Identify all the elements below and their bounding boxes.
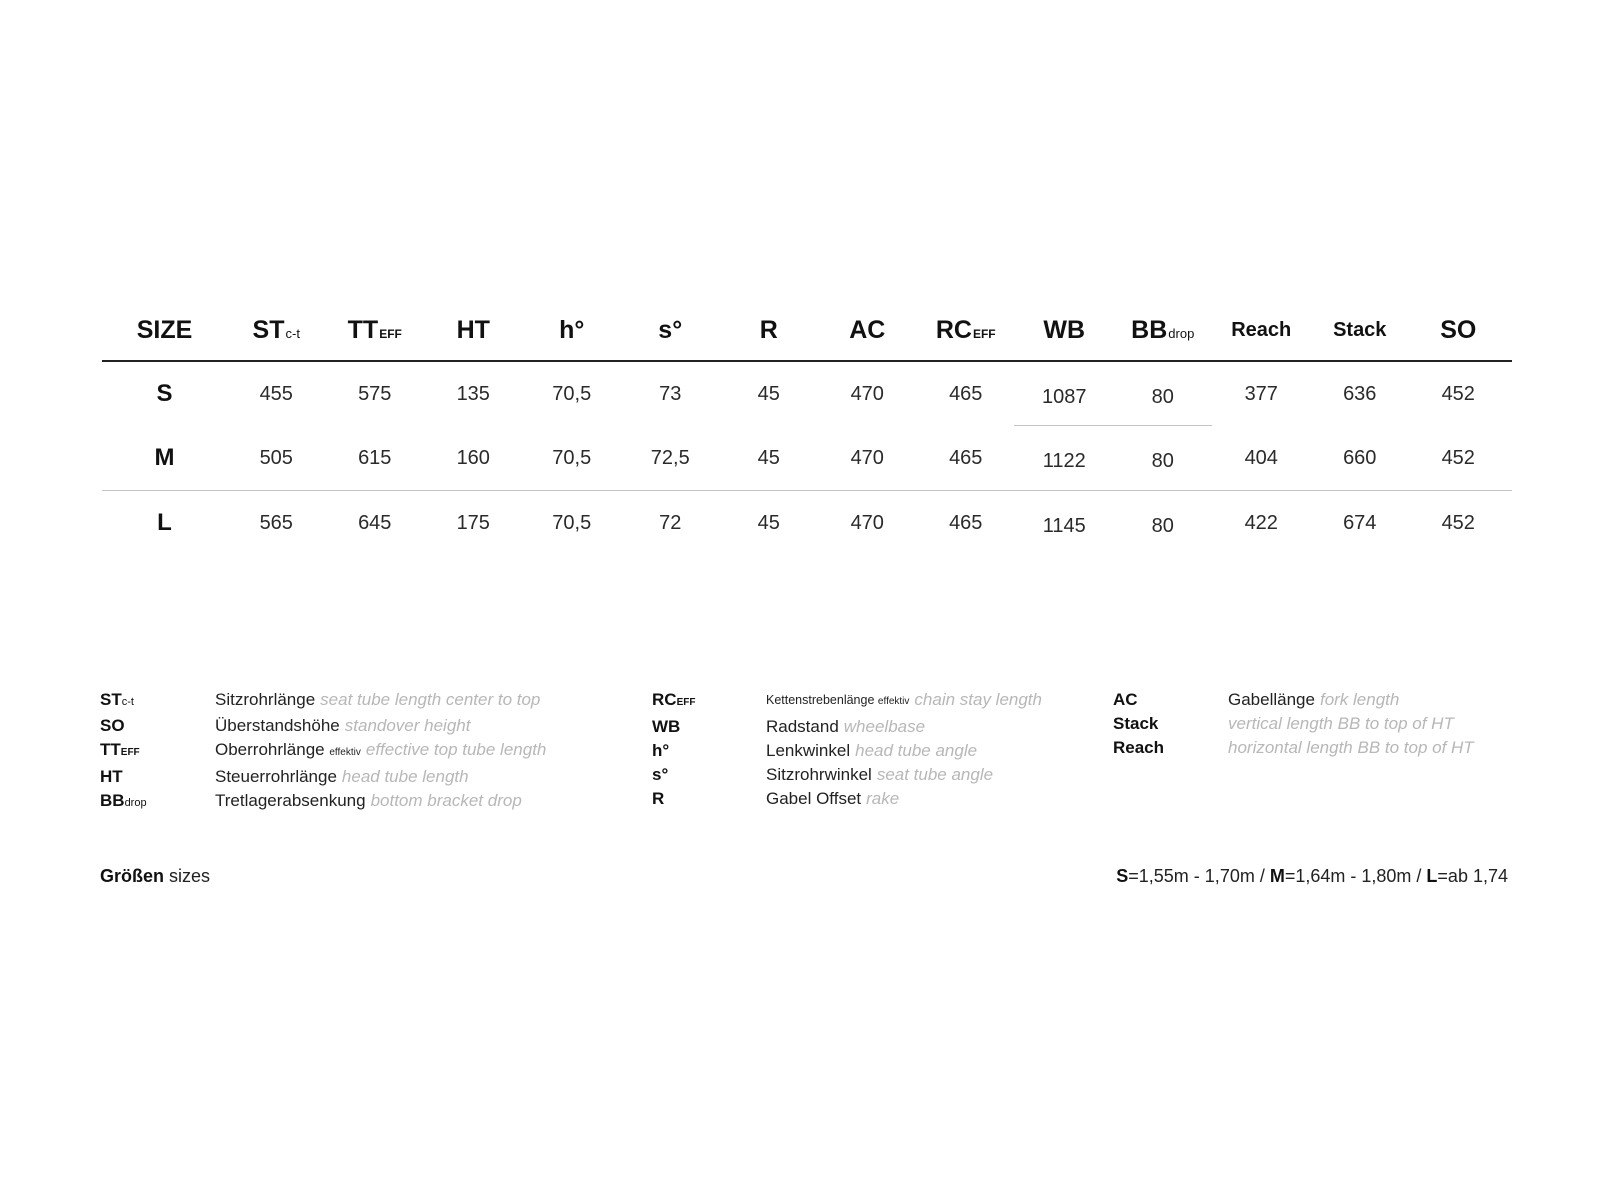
legend-item-r: R Gabel Offset rake [652,789,900,808]
legend-item-s-angle: s° Sitzrohrwinkel seat tube angle [652,765,994,784]
size-l-range: =ab 1,74 [1437,866,1508,886]
cell-rc: 465 [949,511,983,534]
cell-bb: 80 [1151,514,1174,537]
cell-s-angle: 72 [659,511,682,534]
legend-item-ht: HT Steuerrohrlänge head tube length [100,767,469,786]
cell-ac: 470 [850,382,884,405]
legend-item-rc: RCEFF Kettenstrebenlänge effektiv chain stay length [652,690,1042,709]
sizes-heading-en: sizes [169,866,211,886]
header-tt: TTEFF [347,315,402,344]
size-s-label: S [1116,866,1129,886]
cell-tt: 575 [358,382,392,405]
header-stack: Stack [1333,318,1387,341]
cell-tt: 615 [358,446,392,469]
cell-ht: 135 [456,382,490,405]
cell-st: 565 [259,511,293,534]
header-rc: RCEFF [935,315,996,344]
header-wb: WB [1043,315,1086,344]
cell-reach: 377 [1244,382,1278,405]
header-so: SO [1440,315,1477,344]
legend-item-h-angle: h° Lenkwinkel head tube angle [652,741,978,760]
table-header-row [102,300,1512,362]
legend-item-stack: Stack vertical length BB to top of HT [1113,714,1454,733]
cell-r: 45 [757,382,780,405]
legend-item-ac: AC Gabellänge fork length [1113,690,1400,709]
size-l-label: L [1426,866,1438,886]
row-size-label: M [154,444,175,471]
cell-stack: 674 [1343,511,1377,534]
legend-item-wb: WB Radstand wheelbase [652,717,926,736]
cell-h-angle: 70,5 [552,511,592,534]
header-st: STc-t [252,315,300,344]
cell-s-angle: 72,5 [650,446,690,469]
table-row-m [102,426,1512,491]
header-bb: BBdrop [1131,315,1195,344]
cell-r: 45 [757,446,780,469]
cell-bb: 80 [1151,385,1174,408]
cell-stack: 660 [1343,446,1377,469]
cell-reach: 422 [1244,511,1278,534]
geometry-table [102,300,1512,555]
size-s-range: =1,55m - 1,70m / [1128,866,1270,886]
legend-column-2 [652,688,1042,811]
size-ranges [1116,866,1508,887]
cell-h-angle: 70,5 [552,446,592,469]
legend-item-reach: Reach horizontal length BB to top of HT [1113,738,1474,757]
row-size-label: S [156,380,173,407]
cell-reach: 404 [1244,446,1278,469]
header-ac: AC [849,315,886,344]
size-m-range: =1,64m - 1,80m / [1284,866,1427,886]
legend-column-1 [100,688,546,815]
legend-column-3 [1113,688,1474,760]
cell-ac: 470 [850,446,884,469]
legend-item-tt: TTEFF Oberrohrlänge effektiv effective top tube length [100,740,547,759]
table-row-l [102,491,1512,555]
row-size-label: L [157,509,172,536]
header-size: SIZE [136,315,193,344]
cell-rc: 465 [949,446,983,469]
cell-ht: 175 [456,511,490,534]
cell-tt: 645 [358,511,392,534]
cell-so: 452 [1441,511,1475,534]
size-m-label: M [1269,866,1285,886]
header-ht: HT [456,315,490,344]
legend-item-so: SO Überstandshöhe standover height [100,716,471,735]
cell-st: 505 [259,446,293,469]
cell-wb: 1122 [1042,449,1086,472]
cell-bb: 80 [1151,449,1174,472]
cell-stack: 636 [1343,382,1377,405]
cell-rc: 465 [949,382,983,405]
table-row-s [102,362,1512,426]
legend-item-st: STc-t Sitzrohrlänge seat tube length center to top [100,690,541,709]
header-r: R [759,315,778,344]
cell-s-angle: 73 [659,382,682,405]
cell-ht: 160 [456,446,490,469]
sizes-heading [100,866,210,887]
cell-st: 455 [259,382,293,405]
cell-so: 452 [1441,446,1475,469]
cell-h-angle: 70,5 [552,382,592,405]
header-reach: Reach [1231,318,1292,341]
header-h-angle: h° [559,315,585,344]
cell-r: 45 [757,511,780,534]
cell-ac: 470 [850,511,884,534]
sizes-heading-de: Größen [100,866,165,886]
cell-so: 452 [1441,382,1475,405]
cell-wb: 1145 [1042,514,1086,537]
header-s-angle: s° [658,315,683,344]
legend-item-bb: BBdrop Tretlagerabsenkung bottom bracket drop [100,791,522,810]
cell-wb: 1087 [1042,385,1087,408]
